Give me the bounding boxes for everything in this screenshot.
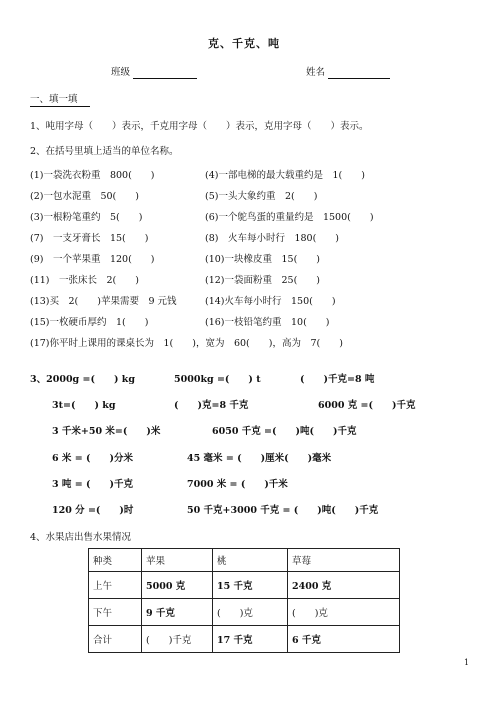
question-1: 1、吨用字母（ ）表示，千克用字母（ ）表示，克用字母（ ）表示。 bbox=[30, 121, 369, 132]
q3-row3-b: 6050 千克 =( )吨( )千克 bbox=[212, 426, 357, 437]
table-row bbox=[89, 549, 400, 572]
question-2: 2、在括号里填上适当的单位名称。 bbox=[30, 146, 179, 157]
table-cell[interactable]: ( )克 bbox=[213, 599, 288, 626]
q2-item-4: (4)一部电梯的最大载重约是 1( ) bbox=[205, 170, 365, 181]
q3-row5-a: 3 吨 = ( )千克 bbox=[52, 479, 133, 490]
q2-item-12: (12)一袋面粉重 25( ) bbox=[205, 275, 321, 286]
q3-row2-b: ( )克=8 千克 bbox=[174, 400, 249, 411]
table-cell: 17 千克 bbox=[213, 626, 288, 653]
q3-row5-b: 7000 米 = ( )千米 bbox=[187, 479, 288, 490]
fruit-sales-table bbox=[88, 548, 400, 653]
q3-row4-a: 6 米 = ( )分米 bbox=[52, 453, 133, 464]
section-heading: 一、填一填 bbox=[30, 94, 78, 105]
q2-item-13: (13)买 2( )苹果需要 9 元钱 bbox=[30, 296, 177, 307]
q2-item-9: (9) 一个苹果重 120( ) bbox=[30, 254, 155, 265]
q2-item-1: (1)一袋洗衣粉重 800( ) bbox=[30, 170, 155, 181]
table-cell: 2400 克 bbox=[288, 572, 400, 599]
table-cell: 苹果 bbox=[142, 549, 213, 572]
q3-row1-b: 5000kg =( ) t bbox=[174, 374, 261, 385]
table-cell: 种类 bbox=[89, 549, 142, 572]
table-cell: 下午 bbox=[89, 599, 142, 626]
table-row bbox=[89, 572, 400, 599]
q2-item-11: (11) 一张床长 2( ) bbox=[30, 275, 139, 286]
table-cell: 草莓 bbox=[288, 549, 400, 572]
table-cell: 15 千克 bbox=[213, 572, 288, 599]
q3-row3-a: 3 千米+50 米=( )米 bbox=[52, 426, 161, 437]
class-field[interactable] bbox=[111, 67, 197, 79]
q3-row2-c: 6000 克 =( )千克 bbox=[318, 400, 416, 411]
page-number: 1 bbox=[464, 658, 470, 667]
table-cell: 5000 克 bbox=[142, 572, 213, 599]
table-cell: 6 千克 bbox=[288, 626, 400, 653]
q3-row1-a: 3、2000g =( ) kg bbox=[30, 374, 135, 385]
q2-item-17: (17)你平时上课用的课桌长为 1( )，宽为 60( )，高为 7( ) bbox=[30, 338, 343, 349]
q2-item-10: (10)一块橡皮重 15( ) bbox=[205, 254, 321, 265]
q2-item-15: (15)一枚硬币厚约 1( ) bbox=[30, 317, 149, 328]
page-title: 克、千克、吨 bbox=[208, 37, 280, 50]
q3-row2-a: 3t=( ) kg bbox=[52, 400, 116, 411]
table-cell[interactable]: ( )克 bbox=[288, 599, 400, 626]
name-label: 姓名 bbox=[306, 67, 326, 78]
q2-item-8: (8) 火车每小时行 180( ) bbox=[205, 233, 340, 244]
table-cell: 9 千克 bbox=[142, 599, 213, 626]
q2-item-16: (16)一枝铅笔约重 10( ) bbox=[205, 317, 330, 328]
table-cell: 合计 bbox=[89, 626, 142, 653]
class-label: 班级 bbox=[111, 67, 131, 78]
table-row bbox=[89, 599, 400, 626]
q3-row6-a: 120 分 =( )时 bbox=[52, 505, 134, 516]
name-blank[interactable] bbox=[328, 68, 390, 79]
q2-item-7: (7) 一支牙膏长 15( ) bbox=[30, 233, 149, 244]
q2-item-2: (2)一包水泥重 50( ) bbox=[30, 191, 139, 202]
name-field[interactable] bbox=[306, 67, 390, 79]
q2-item-5: (5)一头大象约重 2( ) bbox=[205, 191, 318, 202]
table-row bbox=[89, 626, 400, 653]
q2-item-6: (6)一个鸵鸟蛋的重量约是 1500( ) bbox=[205, 212, 374, 223]
table-cell[interactable]: ( )千克 bbox=[142, 626, 213, 653]
question-4: 4、水果店出售水果情况 bbox=[30, 532, 132, 543]
table-cell: 桃 bbox=[213, 549, 288, 572]
class-blank[interactable] bbox=[133, 68, 197, 79]
q2-item-3: (3)一根粉笔重约 5( ) bbox=[30, 212, 143, 223]
q3-row6-b: 50 千克+3000 千克 = ( )吨( )千克 bbox=[187, 505, 379, 516]
table-cell: 上午 bbox=[89, 572, 142, 599]
q3-row4-b: 45 毫米 = ( )厘米( )毫米 bbox=[187, 453, 332, 464]
section-underline bbox=[30, 106, 90, 107]
q2-item-14: (14)火车每小时行 150( ) bbox=[205, 296, 336, 307]
q3-row1-c: ( )千克=8 吨 bbox=[300, 374, 375, 385]
